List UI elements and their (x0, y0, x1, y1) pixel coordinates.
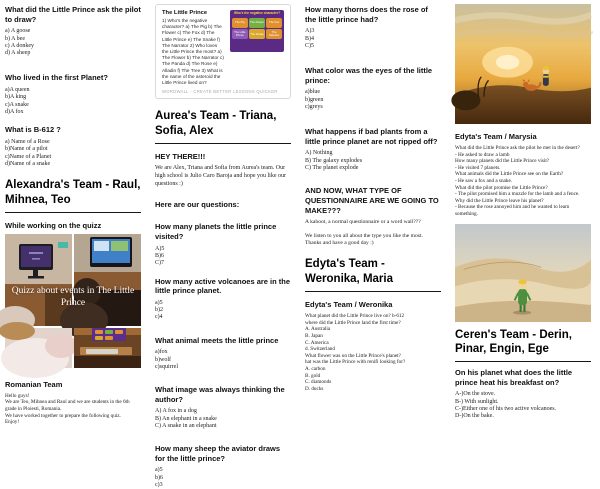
question-block (5, 125, 141, 168)
answer-option: A) A fox in a dog (155, 408, 197, 415)
question-heading: What color was the eyes of the little prince: (305, 66, 433, 85)
question-block (155, 336, 291, 372)
qa-line: C. America (305, 339, 329, 346)
thumbnail-answer-button: The Pig (232, 18, 248, 28)
question-heading: What did the Little Prince ask the pilot to draw? (5, 5, 141, 24)
answer-option: C)5 (305, 42, 314, 49)
question-block (155, 444, 291, 489)
final-question-line: A kahoot, a normal questionnaire or a word wall??? (305, 219, 421, 226)
qa-line: What did the pilot promise the Little Prince? (455, 184, 548, 191)
answer-option: B-) With sunlight. (455, 398, 499, 405)
question-block (155, 222, 291, 267)
answer-option: a)blue (305, 89, 320, 96)
qa-line: d. Switzerland (305, 346, 335, 353)
answer-option: c)4 (155, 314, 163, 321)
answer-option: c)greys (305, 103, 323, 110)
team-heading-aurea: Aurea's Team - Triana, Sofia, Alex (155, 109, 291, 144)
qa-line: How many planets did the Little Prince visit? (455, 158, 550, 165)
question-heading: What happens if bad plants from a little prince planet are not ripped off? (305, 127, 438, 146)
qa-line: A. Australia (305, 326, 331, 333)
answer-option: c) A donkey (5, 42, 34, 49)
qa-line: A. carbon (305, 365, 326, 372)
thumbnail-answer-button: The Flower (249, 18, 265, 28)
answer-option: c)squirrel (155, 363, 178, 370)
answer-option: A)3 (305, 28, 315, 35)
question-block (5, 5, 141, 57)
team-heading-alexandra: Alexandra's Team - Raul, Mihnea, Teo (5, 178, 141, 213)
qa-line: B. Japan (305, 332, 323, 339)
qa-line: - Because the rose annoyed him and he wanted to learn something. (455, 204, 570, 217)
column-1 (0, 0, 150, 424)
final-question-line: Thanks and have a good day :) (305, 240, 374, 247)
thumbnail-button-grid (232, 18, 282, 40)
thumbnail-answer-button: The Fox (266, 18, 282, 28)
qa-line: Why did the Little Prince leave his planet? (455, 197, 544, 204)
answer-option: a) A goose (5, 28, 31, 35)
weronika-heading: Edyta's Team / Weronika (305, 300, 393, 310)
qa-line: - He asked to draw a lamb (455, 151, 510, 158)
question-block (155, 385, 291, 430)
answer-option: C-)Either one of his two active volcanoes. (455, 406, 557, 413)
qa-line: B. gold (305, 372, 321, 379)
qa-line: What planet did the Little Prince live on? b-612 (305, 313, 405, 320)
romanian-team-line: Hello guys! (5, 392, 30, 399)
column-3 (300, 0, 450, 424)
column-4 (450, 0, 600, 424)
question-heading: How many active volcanoes are in the little prince planet. (155, 276, 291, 296)
answer-option: D-)On the bake. (455, 413, 494, 420)
question-heading: How many planets the little prince visited? (155, 222, 277, 241)
answer-option: C)7 (155, 260, 164, 267)
card-body: 1) Who's the negative character? a) The Pig b) The Flower c) The Fox d) The Little Prince e) The Snake f) The Narrator 2) Who loves the Little Prince the most? a) The Flower b) The Narrator c) The Panda d) The Rose e) Alladin f) The Tree 3) What is the name of the asteroid the Little Prince lived on? (162, 18, 224, 86)
question-heading: On his planet what does the little prince heat his breakfast on? (455, 368, 573, 387)
photo-desk-keyboard (74, 328, 141, 368)
romanian-team-line: We have worked together to prepare the following quiz. (5, 412, 121, 419)
answer-option: b) A bee (5, 35, 25, 42)
romanian-team-line: We are Teo, Mihnea and Raul and we are students in the 6th grade in Ploiesti, Romania. (5, 399, 130, 413)
question-heading: What image was always thinking the author? (155, 385, 285, 404)
answer-option: C) The planet explode (305, 165, 359, 172)
card-text (162, 10, 225, 86)
answer-option: A) Nothing (305, 150, 333, 157)
thumbnail-answer-button: The Narrator (266, 29, 282, 39)
answer-option: b)wolf (155, 356, 171, 363)
hey-there-label: HEY THERE!!! (155, 151, 206, 161)
qa-line: - The pilot promised him a muzzle for the lamb and a fence. (455, 191, 580, 198)
question-block (305, 127, 441, 172)
wordwall-link-card[interactable] (155, 4, 291, 99)
aurea-intro-text: We are Alex, Triana and Sofia from Aurea's team. Our high school is Julio Caro Baroja and hope you like our questions :) (155, 164, 286, 187)
qa-line: D. ducks (305, 385, 324, 392)
qa-line: where did the Little Prince land the first time? (305, 319, 401, 326)
team-heading-edyta: Edyta's Team - Weronika, Maria (305, 257, 441, 292)
qa-line: hat was the Little Prince with renifi looking for? (305, 359, 406, 366)
answer-option: a) Name of a Rose (5, 138, 50, 145)
answer-option: b)Name of a pilot (5, 146, 48, 153)
question-heading: What is B-612 ? (5, 125, 61, 135)
qa-line: C. diamonds (305, 379, 332, 386)
thumbnail-answer-button: The Snake (249, 29, 265, 39)
question-block (305, 66, 441, 111)
answer-option: d)A fox (5, 108, 24, 115)
answer-option: b)6 (155, 474, 163, 481)
sunset-illustration-block (455, 4, 591, 124)
photo-monitor-purple (5, 234, 72, 326)
team-heading-ceren: Ceren's Team - Derin, Pinar, Engin, Ege (455, 328, 591, 363)
qa-line: What did the Little Prince ask the pilot he met in the desert? (455, 145, 580, 151)
final-question-line: We listen to you all about the type you like the most. (305, 233, 423, 240)
final-question-heading: AND NOW, WHAT TYPE OF QUESTIONNAIRE ARE WE GOING TO MAKE??? (305, 186, 439, 215)
question-heading: Who lived in the first Planet? (5, 73, 108, 83)
answer-option: c)3 (155, 482, 163, 489)
answer-option: a)5 (155, 467, 163, 474)
answer-option: A)5 (155, 245, 165, 252)
answer-option: a)5 (155, 299, 163, 306)
qa-line: - He visited 7 planets. (455, 164, 501, 171)
column-2 (150, 0, 300, 489)
photo-student-sweater (5, 328, 72, 368)
answer-option: A-)On the stove. (455, 391, 496, 398)
romanian-team-heading: Romanian Team (5, 379, 63, 389)
thumbnail-title: Who's the negative character? (233, 11, 281, 15)
romanian-team-line: Enjoy! (5, 419, 20, 426)
card-main (162, 10, 284, 86)
classroom-photo-collage (5, 234, 141, 370)
question-block (5, 73, 141, 116)
answer-option: b)2 (155, 307, 163, 313)
prince-fox-sunset-illustration (455, 4, 591, 124)
marysia-heading: Edyta's Team / Marysia (455, 132, 537, 141)
answer-option: b)green (305, 96, 324, 103)
answer-option: B) An elephant in a snake (155, 415, 217, 422)
answer-option: d) A sheep (5, 50, 31, 57)
wordwall-thumbnail (230, 10, 284, 52)
question-block (305, 5, 441, 50)
desert-illustration-block (455, 224, 591, 322)
photo-caption: Quizz about events in The Little Prince (11, 285, 135, 308)
card-title: The Little Prince (162, 10, 208, 16)
answer-option: C) A snake in an elephant (155, 422, 217, 429)
answer-option: b)A king (5, 94, 27, 101)
qa-line: What flower was on the Little Prince's planet? (305, 352, 401, 359)
qa-line: - He saw a fox and a snake. (455, 177, 513, 184)
answer-option: B)6 (155, 252, 164, 259)
working-on-quizz-label: While working on the quizz (5, 220, 102, 230)
answer-option: c)Name of a Planet (5, 153, 52, 160)
thumbnail-answer-button: The Little Prince (232, 29, 248, 39)
prince-desert-illustration (455, 224, 591, 322)
questions-label: Here are our questions: (155, 200, 240, 210)
photo-monitor-blue (74, 234, 141, 326)
question-heading: How many thorns does the rose of the little prince had? (305, 5, 428, 24)
qa-line: What animals did the Little Prince see on the Earth? (455, 171, 564, 178)
answer-option: c)A snake (5, 101, 29, 108)
answer-option: d)Name of a snake (5, 160, 51, 167)
answer-option: B)4 (305, 35, 314, 42)
question-block (155, 277, 291, 322)
question-heading: What animal meets the little prince (155, 335, 279, 345)
answer-option: a)fox (155, 349, 168, 356)
answer-option: B) The galaxy explodes (305, 157, 363, 164)
answer-option: a)A queen (5, 87, 30, 94)
card-source-label: WORDWALL - CREATE BETTER LESSONS QUICKER (162, 89, 278, 95)
question-heading: How many sheep the aviator draws for the little prince? (155, 444, 281, 463)
